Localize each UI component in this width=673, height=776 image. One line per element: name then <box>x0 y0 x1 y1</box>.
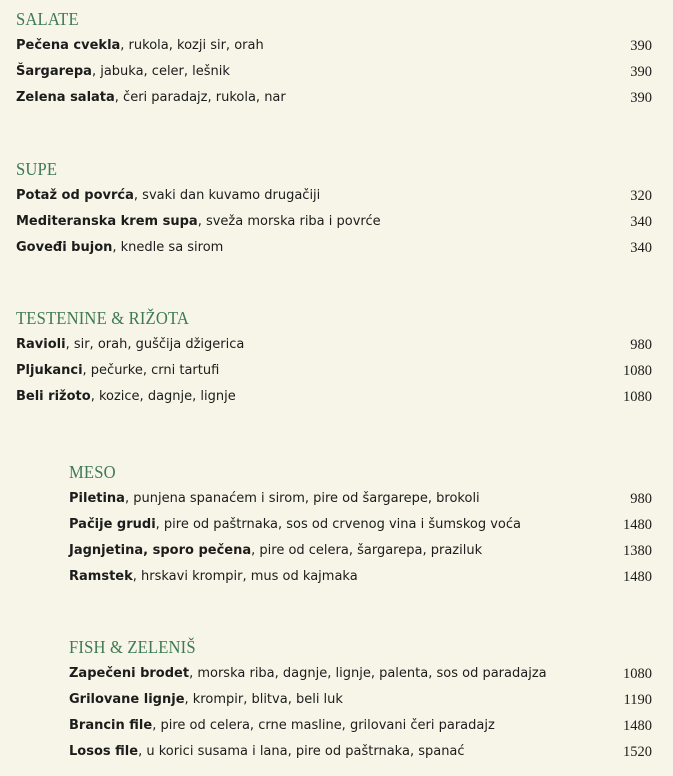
menu-items-list <box>69 661 652 765</box>
item-price: 1480 <box>623 517 652 533</box>
item-price: 340 <box>630 240 652 256</box>
section-title: SUPE <box>16 159 58 179</box>
item-description: , pire od paštrnaka, sos od crvenog vina i šumskog voća <box>155 517 521 532</box>
item-description: , svaki dan kuvamo drugačiji <box>133 188 321 203</box>
item-description: , krompir, blitva, beli luk <box>184 692 343 707</box>
item-name: Ramstek <box>69 569 133 584</box>
menu-item <box>69 661 652 687</box>
item-price: 1380 <box>623 543 652 559</box>
menu-item <box>16 183 652 209</box>
menu-items-list <box>16 332 652 410</box>
item-description: , jabuka, celer, lešnik <box>91 64 230 79</box>
section-title: MESO <box>69 462 116 482</box>
section-title: FISH & ZELENIŠ <box>69 637 196 657</box>
item-description: , rukola, kozji sir, orah <box>120 38 264 53</box>
item-price: 340 <box>630 214 652 230</box>
section-supe <box>16 158 652 261</box>
item-price: 390 <box>630 38 652 54</box>
menu-item <box>16 358 652 384</box>
item-name: Pačije grudi <box>69 517 156 532</box>
item-price: 1480 <box>623 718 652 734</box>
item-description: , pire od celera, crne masline, grilovani čeri paradajz <box>152 718 495 733</box>
item-name: Goveđi bujon <box>16 240 113 255</box>
item-name: Zelena salata <box>16 90 115 105</box>
item-name: Pljukanci <box>16 363 83 378</box>
item-price: 1080 <box>623 389 652 405</box>
item-description: , punjena spanaćem i sirom, pire od šargarepe, brokoli <box>124 491 480 506</box>
item-price: 1480 <box>623 569 652 585</box>
item-description: , knedle sa sirom <box>112 240 224 255</box>
menu-item <box>69 713 652 739</box>
menu-items-list <box>69 486 652 590</box>
item-description: , kozice, dagnje, lignje <box>90 389 236 404</box>
item-price: 320 <box>630 188 652 204</box>
menu-item <box>16 235 652 261</box>
menu-items-list <box>16 33 652 111</box>
item-description: , hrskavi krompir, mus od kajmaka <box>132 569 358 584</box>
item-description: , čeri paradajz, rukola, nar <box>114 90 286 105</box>
item-description: , pire od celera, šargarepa, praziluk <box>251 543 483 558</box>
menu-item <box>69 486 652 512</box>
item-price: 980 <box>630 491 652 507</box>
menu-item <box>16 209 652 235</box>
section-salate <box>16 8 652 111</box>
item-name: Šargarepa <box>16 64 92 79</box>
item-name: Ravioli <box>16 337 66 352</box>
item-name: Piletina <box>69 491 125 506</box>
item-price: 1520 <box>623 744 652 760</box>
item-description: , sveža morska riba i povrće <box>197 214 381 229</box>
menu-item <box>16 332 652 358</box>
menu-items-list <box>16 183 652 261</box>
item-price: 1080 <box>623 363 652 379</box>
section-fish-zelenis <box>69 636 652 765</box>
menu-item <box>16 384 652 410</box>
item-price: 390 <box>630 90 652 106</box>
item-name: Brancin file <box>69 718 153 733</box>
item-name: Pečena cvekla <box>16 38 121 53</box>
menu-item <box>69 739 652 765</box>
item-description: , u korici susama i lana, pire od paštrnaka, spanać <box>138 744 465 759</box>
item-name: Jagnjetina, sporo pečena <box>69 543 252 558</box>
item-price: 1190 <box>623 692 652 708</box>
menu-item <box>69 512 652 538</box>
item-description: , morska riba, dagnje, lignje, palenta, sos od paradajza <box>189 666 547 681</box>
menu-item <box>16 33 652 59</box>
item-description: , sir, orah, guščija džigerica <box>65 337 245 352</box>
item-name: Grilovane lignje <box>69 692 185 707</box>
menu-item <box>16 85 652 111</box>
item-price: 390 <box>630 64 652 80</box>
menu-item <box>69 687 652 713</box>
section-testenine-rizota <box>16 307 652 410</box>
item-name: Beli rižoto <box>16 389 91 404</box>
item-name: Zapečeni brodet <box>69 666 190 681</box>
menu-item <box>16 59 652 85</box>
menu-item <box>69 538 652 564</box>
section-title: SALATE <box>16 9 79 29</box>
section-meso <box>69 461 652 590</box>
item-description: , pečurke, crni tartufi <box>82 363 220 378</box>
item-name: Mediteranska krem supa <box>16 214 198 229</box>
item-name: Losos file <box>69 744 139 759</box>
item-price: 980 <box>630 337 652 353</box>
section-title: TESTENINE & RIŽOTA <box>16 308 190 328</box>
item-name: Potaž od povrća <box>16 188 134 203</box>
item-price: 1080 <box>623 666 652 682</box>
menu-item <box>69 564 652 590</box>
